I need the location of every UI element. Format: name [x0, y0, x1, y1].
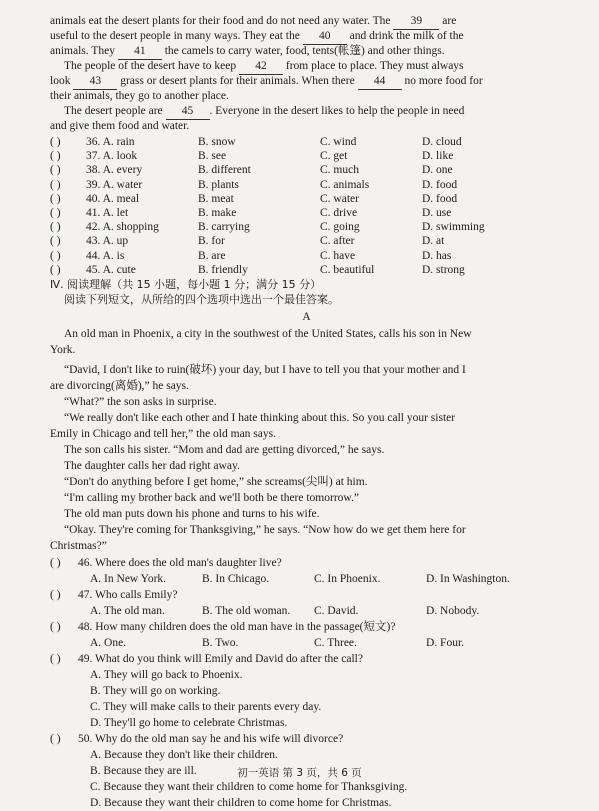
cloze-line-2: useful to the desert people in many ways. They eat the 40 and drink the milk of the: [50, 29, 563, 44]
answer-option: C. They will make calls to their parents every day.: [90, 700, 322, 713]
option-c: C. going: [320, 221, 360, 234]
answer-option: C. Three.: [314, 636, 357, 649]
answer-paren[interactable]: ( ): [50, 556, 61, 569]
option-c: C. get: [320, 150, 348, 163]
cloze-line-1: animals eat the desert plants for their food and do not need any water. The 39 are: [50, 14, 563, 29]
question-text: 49. What do you think will Emily and David do after the call?: [78, 652, 363, 665]
answer-option: D. Nobody.: [426, 604, 480, 617]
option-a: 38. A. every: [86, 164, 143, 177]
option-row: [50, 206, 563, 220]
answer-paren[interactable]: ( ): [50, 235, 61, 248]
option-a: 37. A. look: [86, 150, 138, 163]
blank-41: 41: [118, 44, 162, 60]
option-d: D. at: [422, 235, 445, 248]
option-a: 43. A. up: [86, 235, 129, 248]
cloze-options-list: [50, 135, 563, 277]
option-c: C. animals: [320, 178, 370, 191]
option-a: 40. A. meal: [86, 192, 140, 205]
blank-44: 44: [358, 74, 402, 90]
option-a: 36. A. rain: [86, 136, 135, 148]
answer-option: D. In Washington.: [426, 572, 510, 585]
passage-line: York.: [50, 343, 76, 356]
option-row: [50, 249, 563, 263]
option-b: B. plants: [198, 178, 239, 191]
passage-label: A: [302, 310, 311, 323]
option-row: [50, 220, 563, 234]
cloze-line-7: The desert people are 45 . Everyone in the desert likes to help the people in need: [50, 104, 563, 119]
answer-paren[interactable]: ( ): [50, 588, 61, 601]
question-options: [50, 635, 563, 651]
section-instruction: 阅读下列短文，从所给的四个选项中选出一个最佳答案。: [64, 292, 339, 306]
blank-43: 43: [73, 74, 117, 90]
option-row: [50, 163, 563, 177]
answer-paren[interactable]: ( ): [50, 652, 61, 665]
option-d: D. has: [422, 249, 452, 262]
blank-45: 45: [166, 104, 210, 120]
question-stem: [50, 619, 563, 635]
page-footer: 初一英语 第 3 页，共 6 页: [237, 767, 362, 779]
passage-line: The old man puts down his phone and turns to his wife.: [64, 507, 320, 520]
answer-option: B. They will go on working.: [90, 684, 221, 697]
answer-option: A. The old man.: [90, 604, 165, 617]
answer-option: B. In Chicago.: [202, 572, 270, 585]
option-d: D. use: [422, 206, 452, 219]
answer-paren[interactable]: ( ): [50, 263, 61, 276]
option-d: D. food: [422, 178, 458, 191]
option-c: C. after: [320, 235, 355, 248]
option-c: C. drive: [320, 206, 358, 219]
option-row: [50, 135, 563, 149]
section-heading: Ⅳ. 阅读理解（共 15 小题，每小题 1 分；满分 15 分）: [50, 277, 322, 291]
passage-line: The daughter calls her dad right away.: [64, 459, 240, 472]
option-d: D. like: [422, 150, 454, 163]
answer-option: A. Because they don't like their children.: [90, 748, 278, 761]
answer-option: B. The old woman.: [202, 604, 291, 617]
option-d: D. strong: [422, 263, 465, 276]
option-c: C. much: [320, 164, 359, 177]
option-b: B. different: [198, 164, 251, 177]
option-a: 39. A. water: [86, 178, 143, 191]
option-c: C. wind: [320, 136, 357, 148]
passage-line: “What?” the son asks in surprise.: [64, 395, 217, 408]
answer-option: D. Because they want their children to come home for Christmas.: [90, 796, 392, 809]
option-row: [50, 263, 563, 277]
answer-option: B. Because they are ill.: [90, 764, 197, 777]
option-b: B. are: [198, 249, 226, 262]
cloze-line-6: their animals, they go to another place.: [50, 90, 229, 102]
answer-option: C. David.: [314, 604, 359, 617]
option-b: B. snow: [198, 136, 236, 148]
answer-paren[interactable]: ( ): [50, 150, 61, 163]
option-d: D. one: [422, 164, 453, 177]
passage-line: Emily in Chicago and tell her,” the old man says.: [50, 427, 276, 440]
answer-paren[interactable]: ( ): [50, 221, 61, 234]
answer-option: C. In Phoenix.: [314, 572, 381, 585]
passage-line: The son calls his sister. “Mom and dad are getting divorced,” he says.: [64, 443, 385, 456]
question-text: 46. Where does the old man's daughter live?: [78, 556, 282, 569]
option-row: [50, 234, 563, 248]
answer-option: A. One.: [90, 636, 127, 649]
passage-line: An old man in Phoenix, a city in the southwest of the United States, calls his son in New: [64, 327, 472, 340]
passage-line: Christmas?”: [50, 539, 107, 552]
question-stem: [50, 731, 563, 747]
option-c: C. water: [320, 192, 359, 205]
answer-paren[interactable]: ( ): [50, 620, 61, 633]
question-text: 50. Why do the old man say he and his wife will divorce?: [78, 732, 344, 745]
question-options: [50, 571, 563, 587]
cloze-line-4: The people of the desert have to keep 42 from place to place. They must always: [50, 59, 563, 74]
option-c: C. have: [320, 249, 356, 262]
option-c: C. beautiful: [320, 263, 375, 276]
option-b: B. friendly: [198, 263, 248, 276]
option-b: B. see: [198, 150, 227, 163]
option-a: 45. A. cute: [86, 263, 136, 276]
question-text: 48. How many children does the old man have in the passage(短文)?: [78, 620, 396, 633]
answer-paren[interactable]: ( ): [50, 164, 61, 177]
option-row: [50, 192, 563, 206]
cloze-line-8: and give them food and water.: [50, 120, 190, 132]
option-b: B. meat: [198, 192, 234, 205]
passage-line: “I'm calling my brother back and we'll both be there tomorrow.”: [64, 491, 359, 504]
answer-option: B. Two.: [202, 636, 239, 649]
option-d: D. cloud: [422, 136, 462, 148]
answer-paren[interactable]: ( ): [50, 178, 61, 191]
option-d: D. food: [422, 192, 458, 205]
answer-option: A. They will go back to Phoenix.: [90, 668, 243, 681]
option-row: [50, 178, 563, 192]
answer-option: C. Because they want their children to come home for Thanksgiving.: [90, 780, 408, 793]
passage-line: “We really don't like each other and I hate thinking about this. So you call your sister: [64, 411, 456, 424]
answer-paren[interactable]: ( ): [50, 249, 61, 262]
question-stem: [50, 587, 563, 603]
passage-line: are divorcing(离婚),” he says.: [50, 379, 189, 392]
option-b: B. make: [198, 206, 237, 219]
option-d: D. swimming: [422, 221, 485, 234]
question-stem: [50, 651, 563, 667]
answer-option: A. In New York.: [90, 572, 167, 585]
blank-40: 40: [303, 29, 347, 45]
blank-39: 39: [393, 14, 439, 30]
option-a: 41. A. let: [86, 206, 129, 219]
passage-a: [50, 326, 563, 554]
blank-42: 42: [239, 59, 283, 75]
question-options: [50, 603, 563, 619]
answer-option: D. Four.: [426, 636, 465, 649]
passage-line: “David, I don't like to ruin(破坏) your day, but I have to tell you that your mother and I: [64, 363, 466, 376]
answer-option: D. They'll go home to celebrate Christmas.: [90, 716, 288, 729]
option-a: 44. A. is: [86, 249, 125, 262]
passage-line: “Okay. They're coming for Thanksgiving,” he says. “Now how do we get them here for: [64, 523, 466, 536]
cloze-line-5: look 43 grass or desert plants for their animals. When there 44 no more food for: [50, 74, 563, 89]
question-text: 47. Who calls Emily?: [78, 588, 178, 601]
option-b: B. carrying: [198, 221, 250, 234]
option-b: B. for: [198, 235, 225, 248]
answer-paren[interactable]: ( ): [50, 732, 61, 745]
answer-paren[interactable]: ( ): [50, 136, 61, 148]
question-stem: [50, 555, 563, 571]
option-a: 42. A. shopping: [86, 221, 159, 234]
answer-paren[interactable]: ( ): [50, 192, 61, 205]
option-row: [50, 149, 563, 163]
cloze-line-3: animals. They 41 the camels to carry water, food, tents(帐篷) and other things.: [50, 44, 563, 59]
answer-paren[interactable]: ( ): [50, 206, 61, 219]
passage-line: “Don't do anything before I get home,” she screams(尖叫) at him.: [64, 475, 368, 488]
